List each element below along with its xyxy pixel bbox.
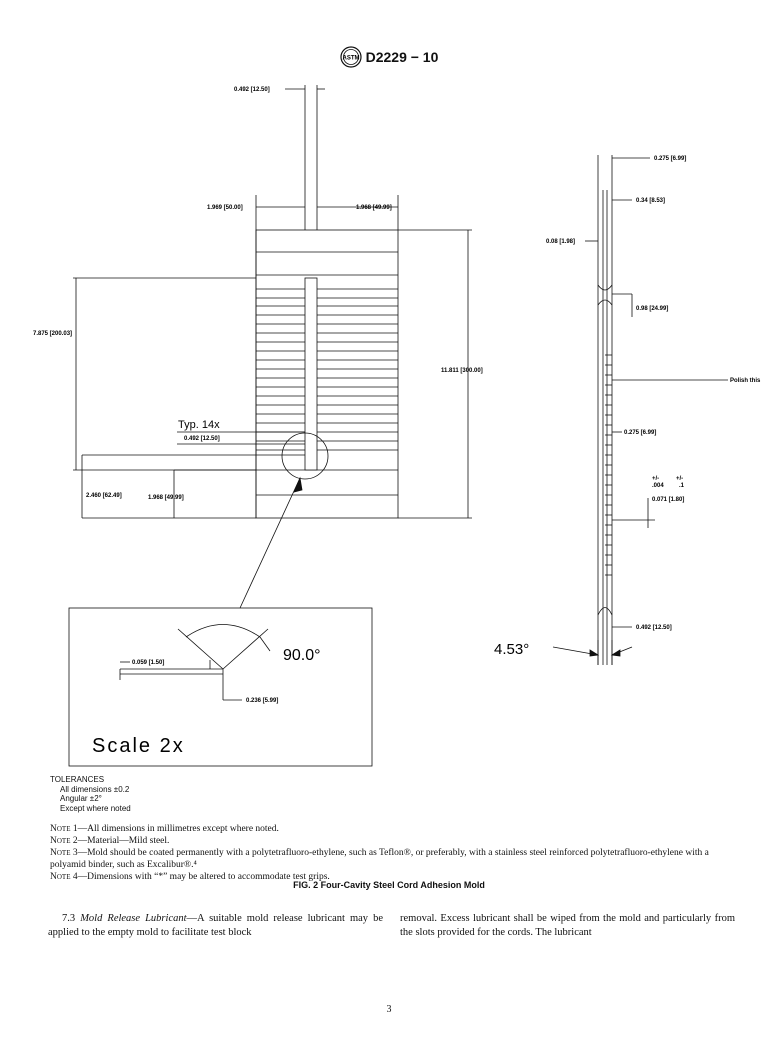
dim-098: 0.98 [24.99] bbox=[636, 306, 669, 312]
angle-detail: 90.0° bbox=[283, 647, 321, 664]
mold-plate-outline bbox=[256, 230, 398, 518]
tol-b: +/-.1 bbox=[676, 476, 685, 489]
dim-0236: 0.236 [5.99] bbox=[246, 698, 279, 704]
figure-notes bbox=[50, 823, 740, 883]
dim-008: 0.08 [1.98] bbox=[546, 239, 576, 245]
dim-034: 0.34 [8.53] bbox=[636, 198, 666, 204]
tolerance-except: Except where noted bbox=[60, 803, 131, 813]
tol-a: +/-.004 bbox=[652, 476, 664, 489]
polish-note: Polish this bbox=[730, 378, 761, 384]
dim-1968-low: 1.968 [49.99] bbox=[148, 495, 184, 501]
tolerance-all: All dimensions ±0.2 bbox=[60, 784, 130, 794]
dim-7875: 7.875 [200.03] bbox=[33, 331, 73, 337]
dim-0059: 0.059 [1.50] bbox=[132, 660, 165, 666]
cord-slots bbox=[256, 252, 398, 495]
tolerances-heading: TOLERANCES bbox=[50, 775, 105, 784]
section-text: —A suitable mold release lubricant may be applied to the empty mold to facilitate test block bbox=[48, 913, 384, 938]
note-3: Note 3—Mold should be coated permanently with a polytetrafluoro-ethylene, such as Teflon®, or preferably, with a stainless steel reinforced polytetrafluoro-ethylene with a polyamid binder, such as Excalibur®.⁴ bbox=[50, 848, 709, 870]
dim-1968-right: 1.968 [49.99] bbox=[356, 205, 392, 211]
note-2: Note 2—Material—Mild steel. bbox=[50, 836, 170, 846]
document-designation: D2229 − 10 bbox=[365, 49, 439, 65]
section-number: 7.3 bbox=[62, 913, 76, 924]
body-right-column: removal. Excess lubricant shall be wiped from the mold and particularly from the slots provided for the cords. The lubricant bbox=[400, 913, 735, 938]
side-teeth bbox=[605, 355, 612, 575]
scale-label: Scale 2x bbox=[92, 735, 185, 757]
note-4: Note 4—Dimensions with “*” may be altered to accommodate test grips. bbox=[50, 872, 330, 882]
dim-11811: 11.811 [300.00] bbox=[441, 368, 483, 374]
dim-0492-mid: 0.492 [12.50] bbox=[184, 436, 220, 442]
tolerances-block bbox=[50, 775, 131, 813]
page-number: 3 bbox=[386, 1004, 392, 1015]
dim-0071: 0.071 [1.80] bbox=[652, 497, 685, 503]
dim-0275-mid: 0.275 [6.99] bbox=[624, 430, 657, 436]
dim-0492-bot: 0.492 [12.50] bbox=[636, 625, 672, 631]
angle-side: 4.53° bbox=[494, 641, 530, 658]
dim-typ: Typ. 14x bbox=[178, 419, 220, 431]
section-heading: Mold Release Lubricant bbox=[80, 913, 187, 924]
figure-caption: FIG. 2 Four-Cavity Steel Cord Adhesion Mold bbox=[293, 880, 485, 890]
body-left-column bbox=[48, 912, 383, 940]
dim-2460: 2.460 [62.49] bbox=[86, 493, 122, 499]
tolerance-angular: Angular ±2° bbox=[60, 794, 102, 803]
dim-0492-top: 0.492 [12.50] bbox=[234, 87, 270, 93]
note-1: Note 1—All dimensions in millimetres except where noted. bbox=[50, 824, 279, 834]
dim-0275-top: 0.275 [6.99] bbox=[654, 156, 687, 162]
dim-1969: 1.969 [50.00] bbox=[207, 205, 243, 211]
svg-text:ASTM: ASTM bbox=[342, 55, 360, 62]
